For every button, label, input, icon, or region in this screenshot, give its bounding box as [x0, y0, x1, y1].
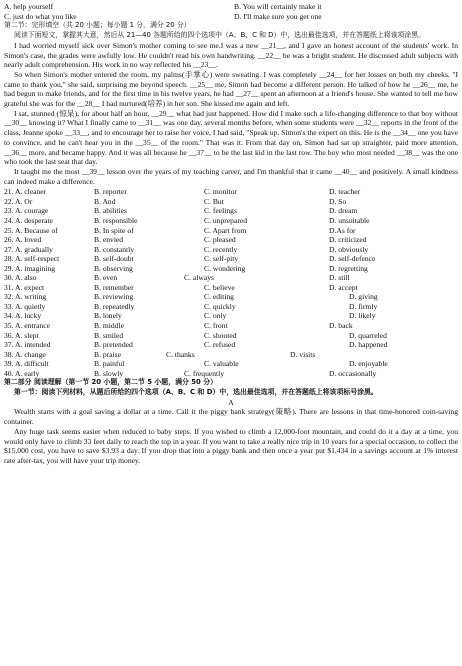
passage-a-paragraph-1: Wealth starts with a goal saving a dollar at a time. Call it the piggy bank strategy(策略). There are lessons in that time-honored coin-saving container. — [4, 407, 458, 427]
choice-c: C. just do what you like — [4, 11, 77, 21]
option-row: 35. A. entrance B. middle C. front D. back — [4, 321, 353, 331]
option-row: 21. A. cleaner B. reporter C. monitor D. teacher — [4, 187, 361, 197]
option-row: 30. A. also B. even C. always D. still — [4, 273, 350, 283]
previous-choices-row-1 — [4, 2, 458, 12]
option-row: 36. A. slept B. smiled C. shouted D. quarreled — [4, 330, 387, 340]
section2-instruction: 阅读下面短文，掌握其大意，然后从 21—40 各题所给的四个选项中（A、B、C 和 D）中，选出最佳选项，并在答题纸上将该项涂黑。 — [14, 31, 426, 40]
choice-d: D. I'll make sure you get one — [234, 11, 322, 21]
option-row: 38. A. change B. praise C. thanks D. visits — [4, 349, 316, 359]
choice-b: B. You will certainly make it — [234, 2, 322, 11]
passage-paragraph-4: It taught me the most __39__ lesson over the years of my teaching career, and I'm thankful that it came __40__ and positively. A small kindness can indeed make a difference. — [4, 166, 458, 186]
previous-choices-row-2 — [4, 12, 458, 22]
part2-heading: 第二部分 阅读理解（第一节 20 小题，第二节 5 小题，满分 50 分） — [4, 378, 218, 387]
option-row: 33. A. quietly B. repeatedly C. quickly D. firmly — [4, 301, 378, 311]
option-row: 32. A. writing B. reviewing C. editing D. giving — [4, 292, 378, 302]
option-row: 31. A. expect B. remember C. believe D. accept — [4, 282, 358, 292]
passage-paragraph-2: So when Simon's mother entered the room, my palms(手掌心) were sweating. I was completely __24__ for her losses on both my cheeks. "I came to thank you," she said, surprising me beyond speech. __25__ me, Simon had become a different person. He talked of how he __26__ me, he had begun to make friends, and for the first time in his twelve years, he had __27__ spent an afternoon at a friend's house. She wanted to tell me how grateful she was for the __28__ I had nurtured(培养) in her son. She kissed me again and left. — [4, 69, 458, 109]
option-row: 39. A. difficult B. painful C. valuable D. enjoyable — [4, 359, 388, 369]
option-row: 26. A. loved B. envied C. pleased D. criticized — [4, 235, 367, 245]
section2-heading: 第二节：完形填空（共 20 小题；每小题 1 分，满分 20 分） — [4, 21, 191, 30]
option-row: 29. A. imagining B. observing C. wondering D. regretting — [4, 263, 368, 273]
option-row: 22. A. Or B. And C. But D. So — [4, 196, 347, 206]
option-row: 28. A. self-respect B. self-doubt C. self-pity D. self-defence — [4, 254, 376, 264]
passage-a-paragraph-2: Any huge task seems easier when reduced to baby steps. If you wished to climb a 12,000-foot mountain, and could do it a day at a time, you would only have to climb 33 feet daily to reach the top in a year. If you want to take a really nice trip in 10 years for a special occasion, to collect the $15,000 cost, you have to save $3.93 a day. If you drop that into a piggy bank and then once a year put $1,434 in a savings account at 1% interest rate after-tax, you will have your trip money. — [4, 426, 458, 465]
option-row: 37. A. intended B. pretended C. refused D. happened — [4, 340, 388, 350]
option-row: 25. A. Because of B. In spite of C. Apart from D.As for — [4, 225, 356, 235]
part2-sub-heading: 第一节：阅读下列材料，从题后所给的四个选项（A、B、C 和 D）中，选出最佳选项，并在答题纸上将该项标号涂黑。 — [14, 388, 378, 396]
option-row: 27. A. gradually B. constantly C. recently D. obviously — [4, 244, 369, 254]
passage-a-label: A — [228, 397, 234, 407]
option-row: 40. A. early B. slowly C. frequently D. occasionally — [4, 368, 377, 378]
option-row: 34. A. lucky B. lonely C. only D. likely — [4, 311, 376, 321]
option-row: 23. A. courage B. abilities C. feelings D. dream — [4, 206, 358, 216]
exam-page — [4, 2, 458, 466]
passage-paragraph-3: I sat, stunned (惊呆), for about half an hour, __29__ what had just happened. How did I make such a life-changing difference to that boy without __30__ knowing it? What I finally came to __31__ was one day, several months before, when some students were __32__ reports in the front of the class, Jeanne spoke __33__, and to encourage her to raise her voice, I had said, "Speak up. Simon's the expert on this. He is the __34__ one you have to convince, and he can't hear you in the __35__ of the room." That was it. From that day on, Simon had sat up straighter, paid more attention, __36__ more, and became happy. And it was all because he __37__ to be the last kid in the last row. The boy who most needed __38__ was the one who took the last seat that day. — [4, 108, 458, 167]
option-row: 24. A. desperate B. responsible C. unprepared D. unsuitable — [4, 216, 370, 225]
options-table — [4, 187, 458, 378]
choice-a: A. help yourself — [4, 2, 54, 11]
passage-paragraph-1: I had worried myself sick over Simon's mother coming to see me.I was a new __21__, and I gave an honest account of the students' work. In Simon's case, the grades were awfully low. He couldn't read his own handwriting. __22__ he was a bright student. He discussed adult subjects with nearly adult comprehension. His work in no way reflected his __23__. — [4, 40, 458, 70]
